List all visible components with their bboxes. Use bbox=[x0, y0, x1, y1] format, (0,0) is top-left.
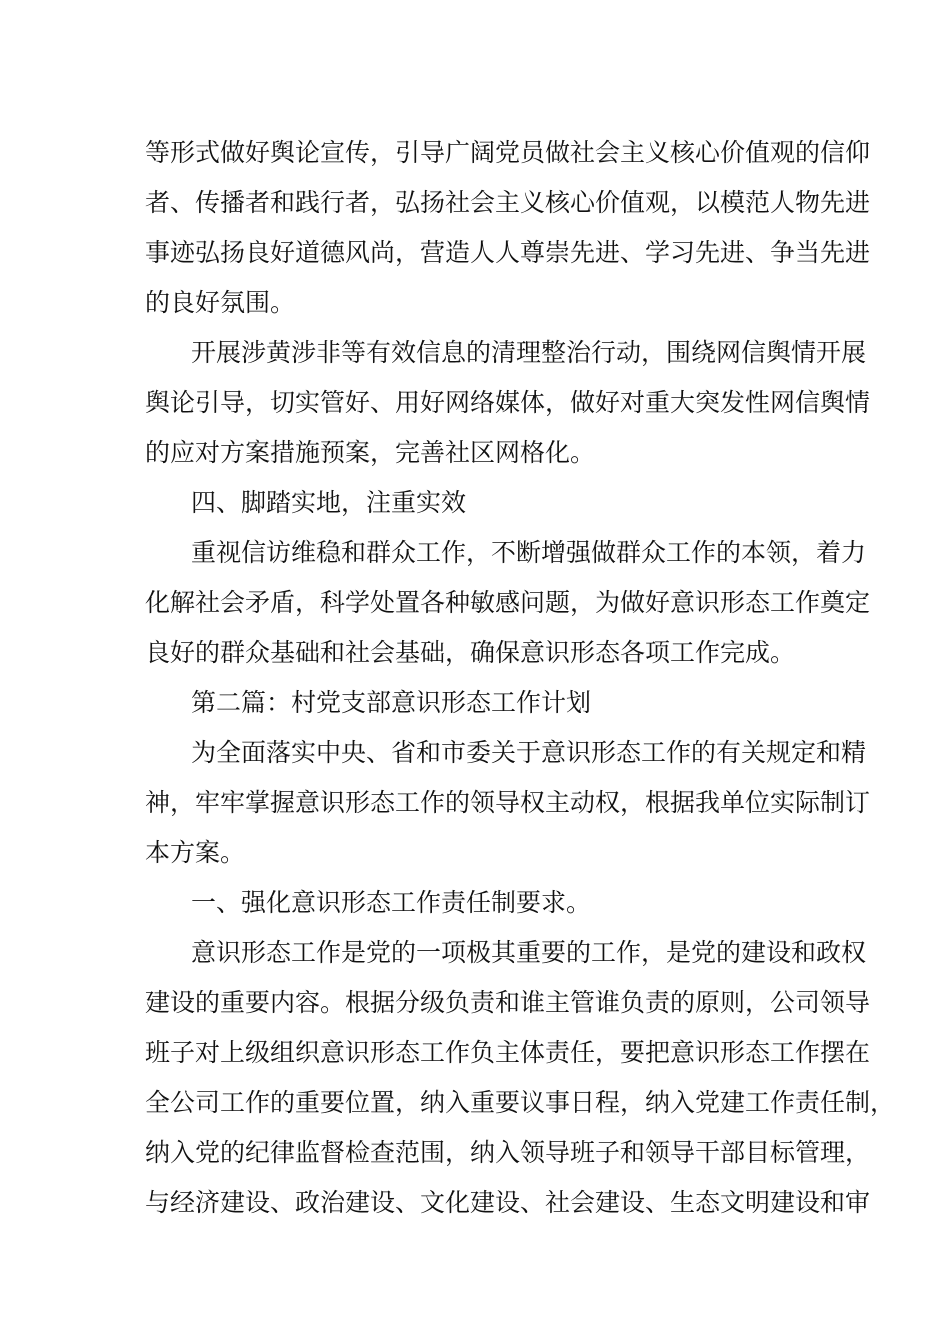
text-line-15: 本方案。 bbox=[145, 838, 246, 867]
chapter-title: 第二篇：村党支部意识形态工作计划 bbox=[191, 688, 592, 717]
paragraph-start-line: 为全面落实中央、省和市委关于意识形态工作的有关规定和精 bbox=[191, 738, 867, 767]
paragraph-start-line: 开展涉黄涉非等有效信息的清理整治行动，围绕网信舆情开展 bbox=[191, 338, 867, 367]
text-line-4: 的良好氛围。 bbox=[145, 288, 296, 317]
text-line-2: 者、传播者和践行者，弘扬社会主义核心价值观，以模范人物先进 bbox=[145, 188, 871, 217]
text-line-1: 等形式做好舆论宣传，引导广阔党员做社会主义核心价值观的信仰 bbox=[145, 138, 871, 167]
text-line-21: 纳入党的纪律监督检查范围，纳入领导班子和领导干部目标管理， bbox=[145, 1138, 871, 1167]
text-line-22: 与经济建设、政治建设、文化建设、社会建设、生态文明建设和审 bbox=[145, 1188, 871, 1217]
text-line-6: 舆论引导，切实管好、用好网络媒体，做好对重大突发性网信舆情 bbox=[145, 388, 871, 417]
section-heading-1: 一、强化意识形态工作责任制要求。 bbox=[191, 888, 592, 917]
text-line-18: 建设的重要内容。根据分级负责和谁主管谁负责的原则，公司领导 bbox=[145, 988, 871, 1017]
paragraph-start-line: 重视信访维稳和群众工作，不断增强做群众工作的本领，着力 bbox=[191, 538, 867, 567]
section-heading-4: 四、脚踏实地，注重实效 bbox=[191, 488, 467, 517]
text-line-19: 班子对上级组织意识形态工作负主体责任，要把意识形态工作摆在 bbox=[145, 1038, 871, 1067]
text-line-10: 化解社会矛盾，科学处置各种敏感问题，为做好意识形态工作奠定 bbox=[145, 588, 871, 617]
text-line-3: 事迹弘扬良好道德风尚，营造人人尊崇先进、学习先进、争当先进 bbox=[145, 238, 871, 267]
text-line-7: 的应对方案措施预案，完善社区网格化。 bbox=[145, 438, 596, 467]
text-line-14: 神，牢牢掌握意识形态工作的领导权主动权，根据我单位实际制订 bbox=[145, 788, 871, 817]
text-line-11: 良好的群众基础和社会基础，确保意识形态各项工作完成。 bbox=[145, 638, 796, 667]
paragraph-start-line: 意识形态工作是党的一项极其重要的工作，是党的建设和政权 bbox=[191, 938, 867, 967]
text-line-20: 全公司工作的重要位置，纳入重要议事日程，纳入党建工作责任制， bbox=[145, 1088, 896, 1117]
